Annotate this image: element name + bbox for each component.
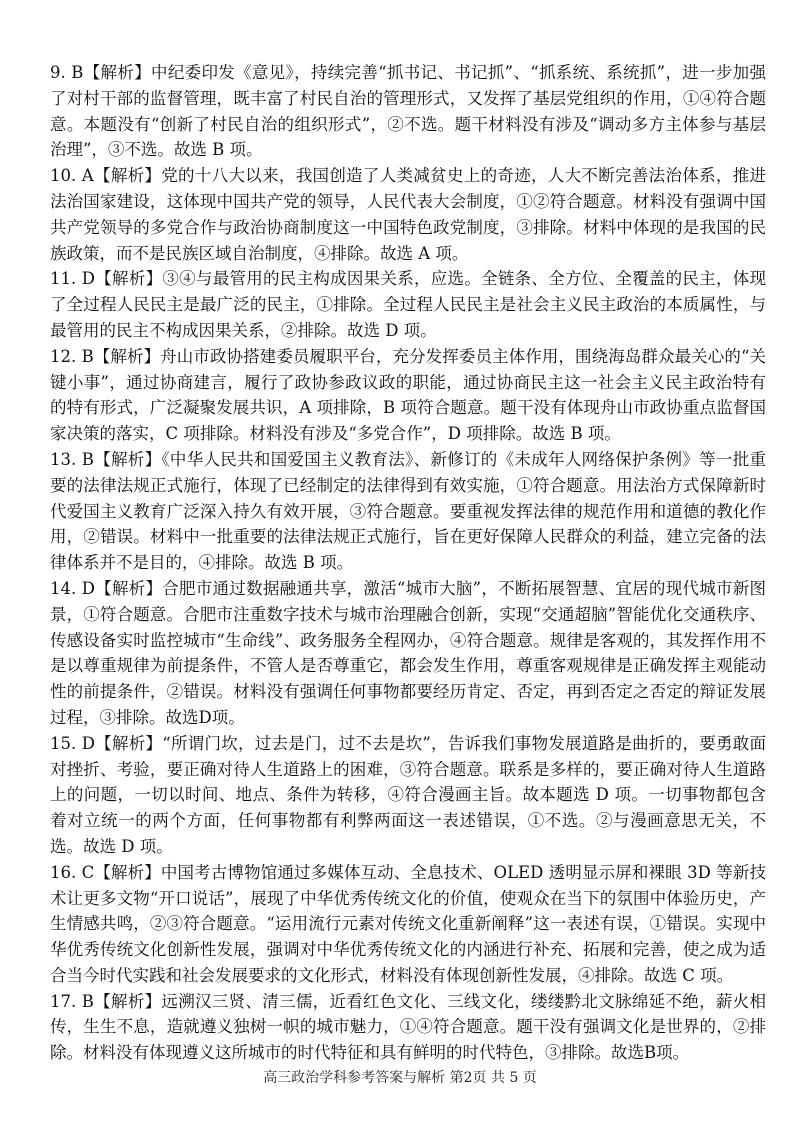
page-footer: 高三政治学科参考答案与解析 第2页 共 5 页 <box>263 1070 537 1086</box>
answer-item-17: 17. B【解析】远溯汉三贤、清三儒，近看红色文化、三线文化，缕缕黔北文脉绵延不绝，薪火相传，生生不息，造就遵义独树一帜的城市魅力，①④符合题意。题干没有强调文化是世界的，②排除。材料没有体现遵义这所城市的时代特征和具有鲜明的时代特色，③排除。故选B项。 <box>50 991 766 1063</box>
answer-item-12: 12. B【解析】舟山市政协搭建委员履职平台，充分发挥委员主体作用，围绕海岛群众最关心的“关键小事”，通过协商建言，履行了政协参政议政的职能，通过协商民主这一社会主义民主政治特有的特有形式，广泛凝聚发展共识，A 项排除，B 项符合题意。题干没有体现舟山市政协重点监督国家决策的落实，C 项排除。材料没有涉及“多党合作”，D 项排除。故选 B 项。 <box>50 346 766 444</box>
answer-list <box>50 60 766 1066</box>
answer-item-10: 10. A【解析】党的十八大以来，我国创造了人类减贫史上的奇迹，人大不断完善法治体系，推进法治国家建设，这体现中国共产党的领导，人民代表大会制度，①②符合题意。材料没有强调中国共产党领导的多党合作与政治协商制度这一中国特色政党制度，③排除。材料中体现的是我国的民族政策，而不是民族区域自治制度，④排除。故选 A 项。 <box>50 166 766 263</box>
answer-item-9: 9. B【解析】中纪委印发《意见》，持续完善“抓书记、书记抓”、“抓系统、系统抓”，进一步加强了对村干部的监督管理，既丰富了村民自治的管理形式，又发挥了基层党组织的作用，①④符合题意。本题没有“创新了村民自治的组织形式”，②不选。题干材料没有涉及“调动多方主体参与基层治理”，③不选。故选 B 项。 <box>50 63 766 160</box>
answer-item-15: 15. D【解析】“所谓门坎，过去是门，过不去是坎”，告诉我们事物发展道路是曲折的，要勇敢面对挫折、考验，要正确对待人生道路上的困难，③符合题意。联系是多样的，要正确对待人生道路上的问题，一切以时间、地点、条件为转移，④符合漫画主旨。故本题选 D 项。一切事物都包含着对立统一的两个方面，任何事物都有利弊两面这一表述错误，①不选。②与漫画意思无关，不选。故选 D 项。 <box>50 733 766 856</box>
answer-item-13: 13. B【解析】《中华人民共和国爱国主义教育法》、新修订的《未成年人网络保护条例》等一批重要的法律法规正式施行，体现了已经制定的法律得到有效实施，①符合题意。用法治方式保障新时代爱国主义教育广泛深入持久有效开展，③符合题意。要重视发挥法律的规范作用和道德的教化作用，②错误。材料中一批重要的法律法规正式施行，旨在更好保障人民群众的利益，建立完备的法律体系并不是目的，④排除。故选 B 项。 <box>50 449 766 573</box>
answer-item-11: 11. D【解析】③④与最管用的民主构成因果关系，应选。全链条、全方位、全覆盖的民主，体现了全过程人民民主是最广泛的民主，①排除。全过程人民民主是社会主义民主政治的本质属性，与最管用的民主不构成因果关系，②排除。故选 D 项。 <box>50 269 766 340</box>
answer-item-14: 14. D【解析】合肥市通过数据融通共享，激活“城市大脑”，不断拓展智慧、宜居的现代城市新图景，①符合题意。合肥市注重数字技术与城市治理融合创新，实现“交通超脑”智能优化交通秩序、传感设备实时监控城市“生命线”、政务服务全程网办，④符合题意。规律是客观的，其发挥作用不是以尊重规律为前提条件，不管人是否尊重它，都会发生作用，尊重客观规律是正确发挥主观能动性的前提条件，②错误。材料没有强调任何事物都要经历肯定、否定，再到否定之否定的辩证发展过程，③排除。故选D项。 <box>50 578 766 727</box>
answer-item-16: 16. C【解析】中国考古博物馆通过多媒体互动、全息技术、OLED 透明显示屏和裸眼 3D 等新技术让更多文物“开口说话”，展现了中华优秀传统文化的价值，使观众在当下的氛围中体验历史，产生情感共鸣，②③符合题意。“运用流行元素对传统文化重新阐释”这一表述有误，①错误。实现中华优秀传统文化创新性发展，强调对中华优秀传统文化的内涵进行补充、拓展和完善，使之成为适合当今时代实践和社会发展要求的文化形式，材料没有体现创新性发展，④排除。故选 C 项。 <box>50 862 766 985</box>
